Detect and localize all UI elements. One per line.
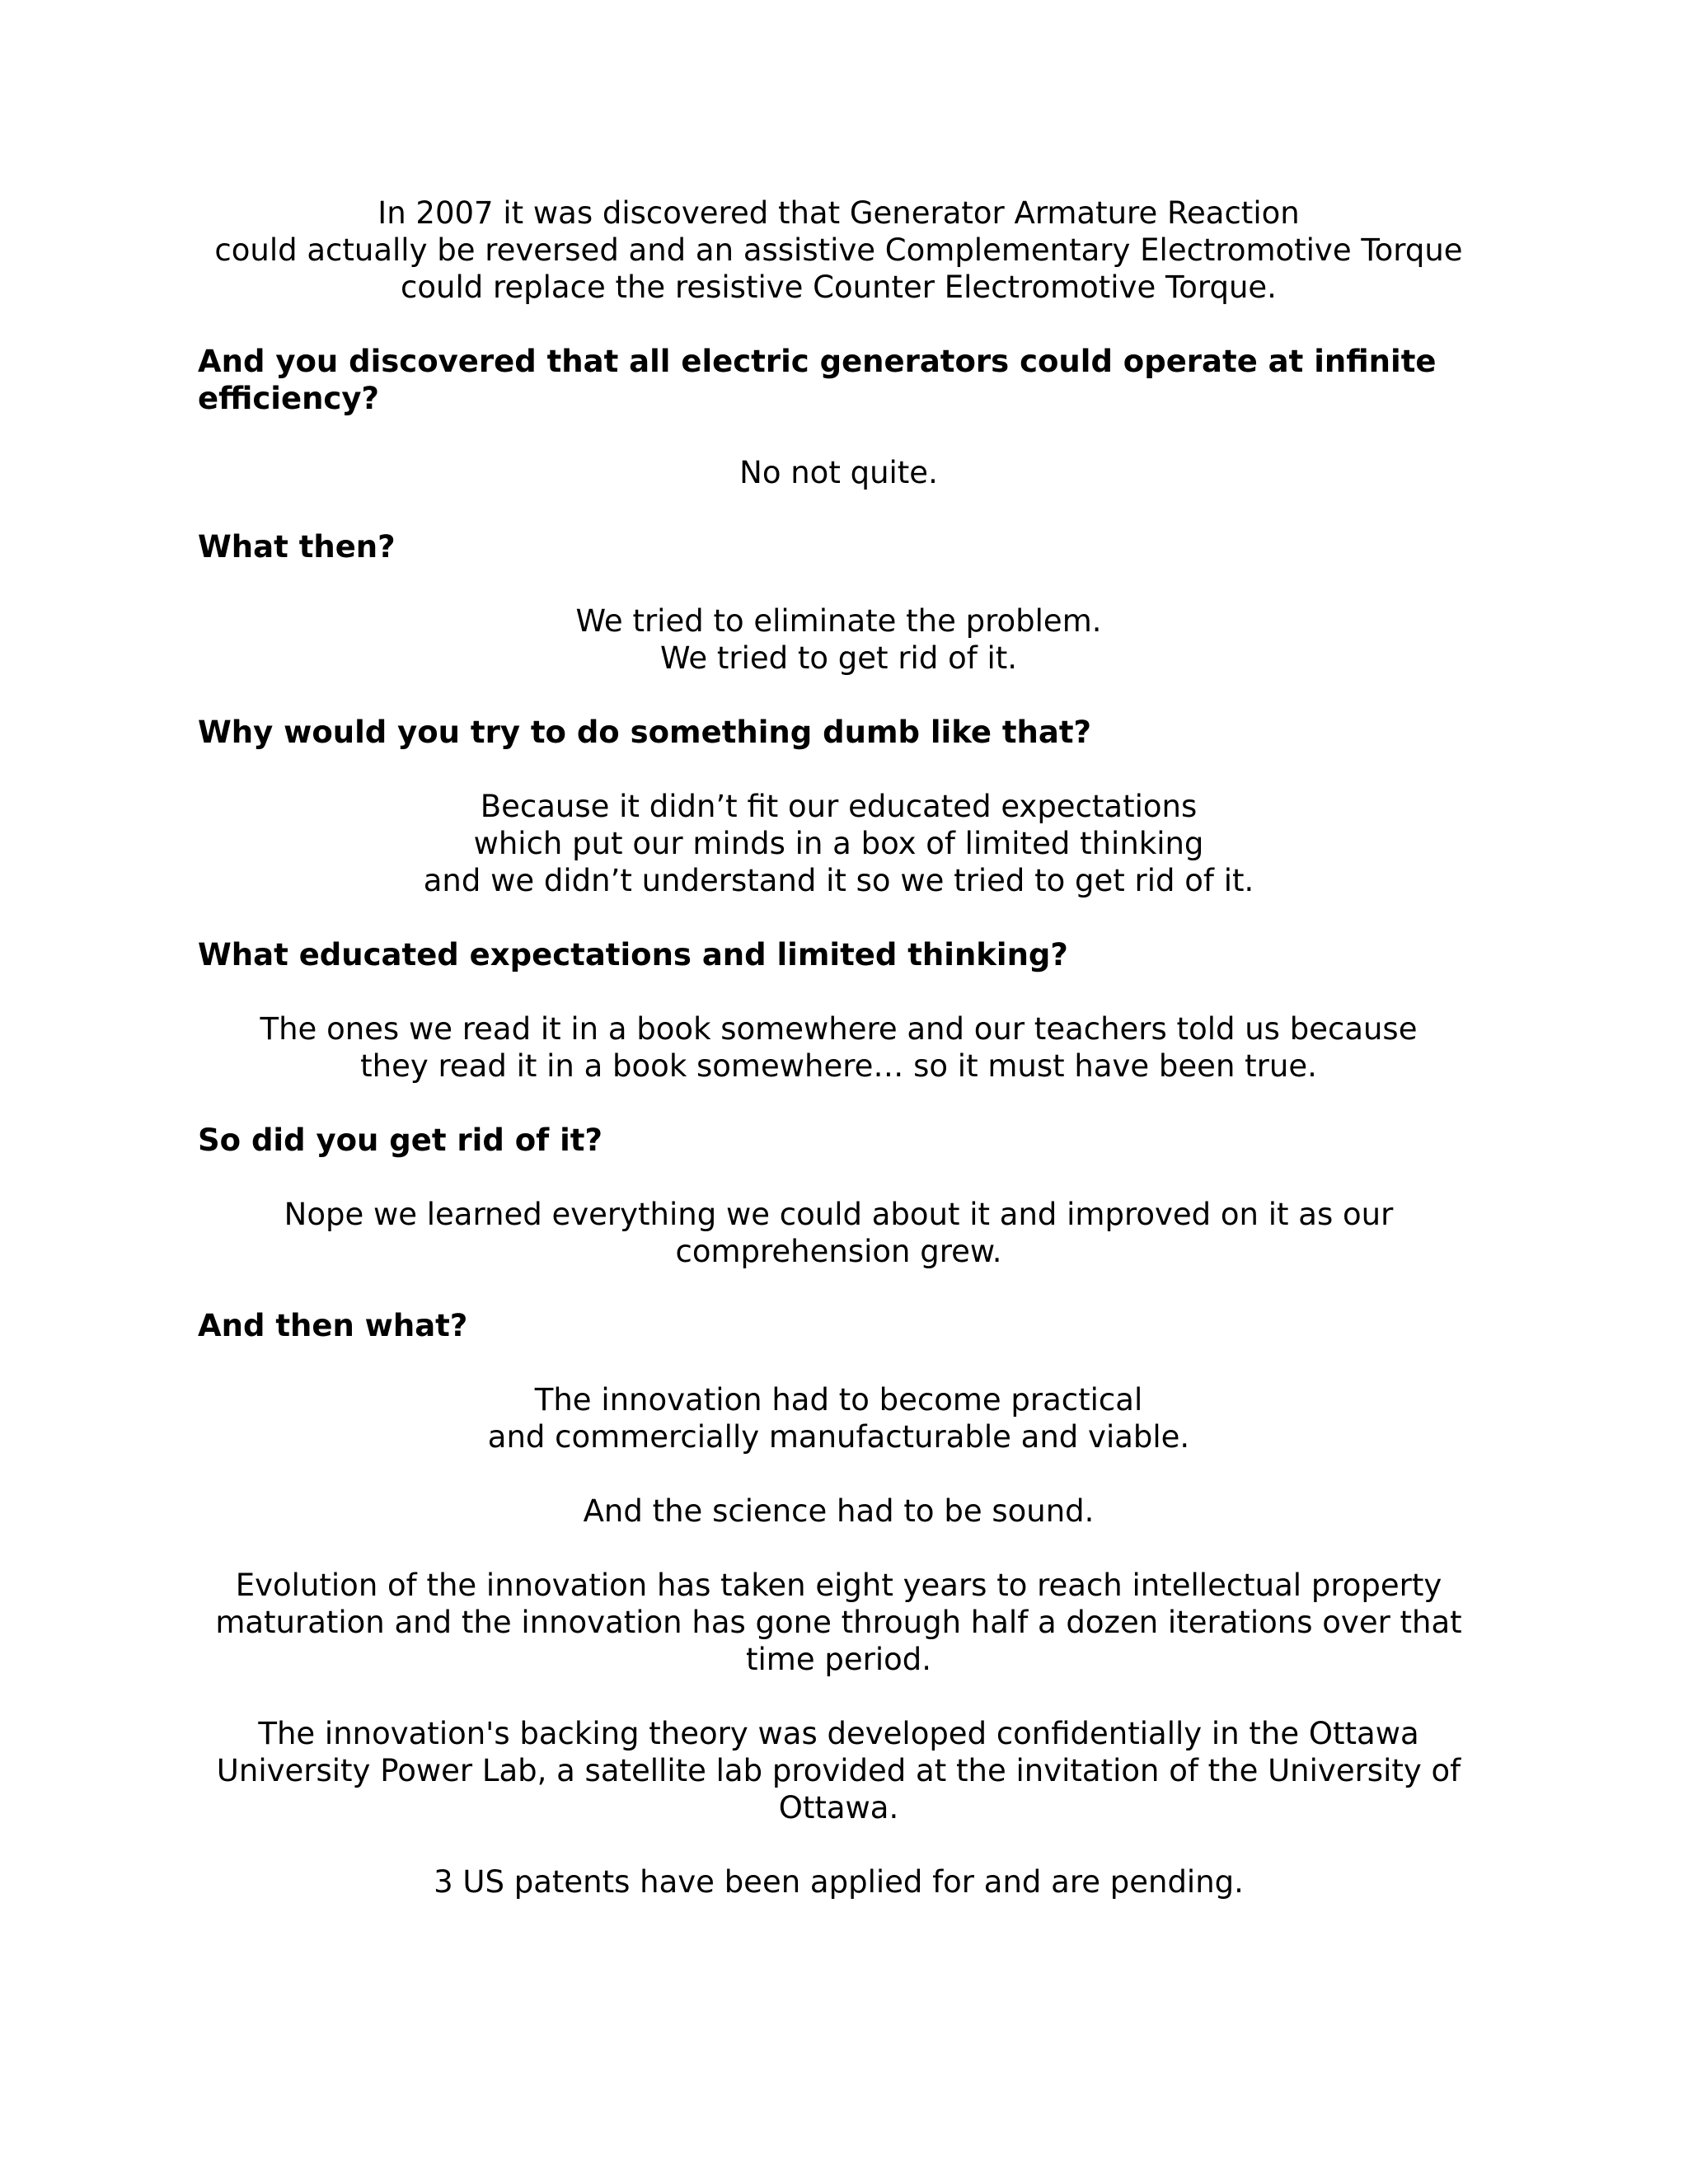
- question-heading: So did you get rid of it?: [198, 1122, 603, 1158]
- answer-paragraph: [198, 1381, 1479, 1455]
- answer-paragraph: [198, 1715, 1479, 1826]
- answer-paragraph: [198, 454, 1479, 491]
- text-line: could replace the resistive Counter Electromotive Torque.: [401, 269, 1277, 305]
- question-heading: What educated expectations and limited thinking?: [198, 937, 1068, 972]
- text-line: and we didn’t understand it so we tried to get rid of it.: [423, 863, 1254, 898]
- interview-text: [198, 194, 1479, 1900]
- text-line: The ones we read it in a book somewhere and our teachers told us because: [260, 1011, 1418, 1047]
- question-heading: What then?: [198, 529, 396, 565]
- answer-paragraph: [198, 602, 1479, 677]
- answer-paragraph: [198, 1567, 1479, 1678]
- text-line: maturation and the innovation has gone through half a dozen iterations over that: [215, 1605, 1462, 1640]
- answer-paragraph: [198, 1493, 1479, 1530]
- text-line: University Power Lab, a satellite lab provided at the invitation of the University of: [216, 1753, 1461, 1788]
- question-heading: And you discovered that all electric generators could operate at infinite efficiency?: [198, 344, 1437, 416]
- answer-paragraph: [198, 1010, 1479, 1085]
- text-line: Evolution of the innovation has taken eight years to reach intellectual property: [235, 1568, 1442, 1603]
- question-heading: And then what?: [198, 1308, 468, 1343]
- text-line: And the science had to be sound.: [583, 1493, 1095, 1529]
- text-line: 3 US patents have been applied for and are pending.: [434, 1864, 1244, 1900]
- answer-paragraph: [198, 1196, 1479, 1270]
- question-heading: Why would you try to do something dumb like that?: [198, 715, 1091, 750]
- text-line: they read it in a book somewhere… so it must have been true.: [360, 1048, 1317, 1084]
- text-line: time period.: [746, 1642, 931, 1677]
- text-line: The innovation's backing theory was developed confidentially in the Ottawa: [258, 1716, 1419, 1751]
- text-line: No not quite.: [739, 455, 938, 490]
- text-line: We tried to eliminate the problem.: [575, 603, 1102, 639]
- text-line: and commercially manufacturable and viable.: [487, 1419, 1190, 1455]
- answer-paragraph: [198, 1863, 1479, 1900]
- text-line: Ottawa.: [778, 1790, 899, 1825]
- text-line: could actually be reversed and an assistive Complementary Electromotive Torque: [214, 232, 1463, 268]
- text-line: Nope we learned everything we could about it and improved on it as our: [284, 1197, 1394, 1232]
- text-line: We tried to get rid of it.: [659, 640, 1018, 676]
- text-line: which put our minds in a box of limited thinking: [473, 826, 1204, 861]
- answer-paragraph: [198, 194, 1479, 306]
- text-line: Because it didn’t fit our educated expectations: [480, 789, 1198, 824]
- text-line: comprehension grew.: [675, 1234, 1002, 1269]
- answer-paragraph: [198, 788, 1479, 899]
- text-line: The innovation had to become practical: [534, 1382, 1143, 1418]
- text-line: In 2007 it was discovered that Generator Armature Reaction: [377, 195, 1300, 231]
